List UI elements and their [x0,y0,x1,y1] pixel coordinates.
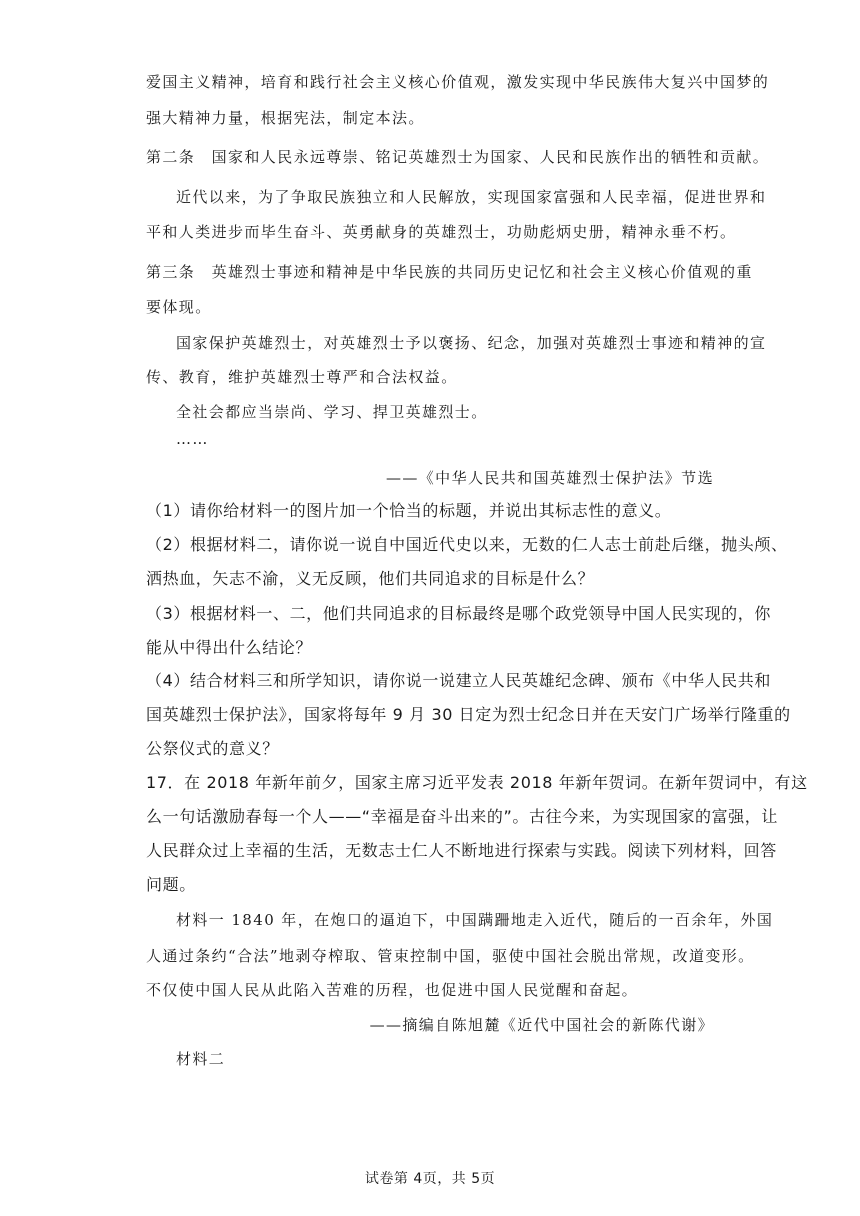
page-footer: 试卷第 4页，共 5页 [364,1171,496,1187]
question-3-cont: 能从中得出什么结论？ [146,638,313,657]
material-1-source: ——摘编自陈旭麓《近代中国社会的新陈代谢》 [369,1016,714,1034]
excerpt-line: 传、教育，维护英雄烈士尊严和合法权益。 [146,368,458,386]
excerpt-line: 近代以来，为了争取民族独立和人民解放，实现国家富强和人民幸福，促进世界和 [176,188,767,206]
question-3: （3）根据材料一、二，他们共同追求的目标最终是哪个政党领导中国人民实现的，你 [146,604,771,623]
excerpt-line: 国家保护英雄烈士，对英雄烈士予以褒扬、纪念，加强对英雄烈士事迹和精神的宣 [176,334,767,352]
question-17-cont: 么一句话激励春每一个人——“幸福是奋斗出来的”。古往今来，为实现国家的富强，让 [146,807,778,826]
ellipsis: …… [176,430,209,448]
article-3-heading: 第三条 英雄烈士事迹和精神是中华民族的共同历史记忆和社会主义核心价值观的重 [146,263,753,281]
question-4: （4）结合材料三和所学知识，请你说一说建立人民英雄纪念碑、颁布《中华人民共和 [146,671,771,690]
material-2-label: 材料二 [176,1050,226,1068]
excerpt-line: 全社会都应当崇尚、学习、捍卫英雄烈士。 [176,403,488,421]
material-1-cont: 不仅使中国人民从此陷入苦难的历程，也促进中国人民觉醒和奋起。 [146,981,639,999]
article-2-heading: 第二条 国家和人民永远尊崇、铭记英雄烈士为国家、人民和民族作出的牺牲和贡献。 [146,148,770,166]
question-17-cont: 问题。 [146,875,196,894]
excerpt-line: 平和人类进步而毕生奋斗、英勇献身的英雄烈士，功勋彪炳史册，精神永垂不朽。 [146,223,737,241]
question-4-cont: 公祭仪式的意义？ [146,739,279,758]
material-1: 材料一 1840 年，在炮口的逼迫下，中国蹒跚地走入近代，随后的一百余年，外国 [176,911,774,929]
question-4-cont: 国英雄烈士保护法》，国家将每年 9 月 30 日定为烈士纪念日并在天安门广场举行隆重的 [146,705,791,724]
excerpt-line: 爱国主义精神，培育和践行社会主义核心价值观，激发实现中华民族伟大复兴中国梦的 [146,73,770,91]
material-1-cont: 人通过条约“合法”地剥夺榨取、管束控制中国，驱使中国社会脱出常规，改道变形。 [146,947,755,965]
question-17: 17．在 2018 年新年前夕，国家主席习近平发表 2018 年新年贺词。在新年贺词中，有这 [146,773,808,792]
excerpt-line: 要体现。 [146,298,212,316]
question-2-cont: 洒热血，矢志不渝，义无反顾，他们共同追求的目标是什么？ [146,569,595,588]
question-2: （2）根据材料二，请你说一说自中国近代史以来，无数的仁人志士前赴后继，抛头颅、 [146,535,788,554]
question-17-cont: 人民群众过上幸福的生活，无数志士仁人不断地进行探索与实践。阅读下列材料，回答 [146,841,777,860]
excerpt-source: ——《中华人民共和国英雄烈士保护法》节选 [385,469,714,487]
excerpt-line: 强大精神力量，根据宪法，制定本法。 [146,109,425,127]
question-1: （1）请你给材料一的图片加一个恰当的标题，并说出其标志性的意义。 [146,501,672,520]
